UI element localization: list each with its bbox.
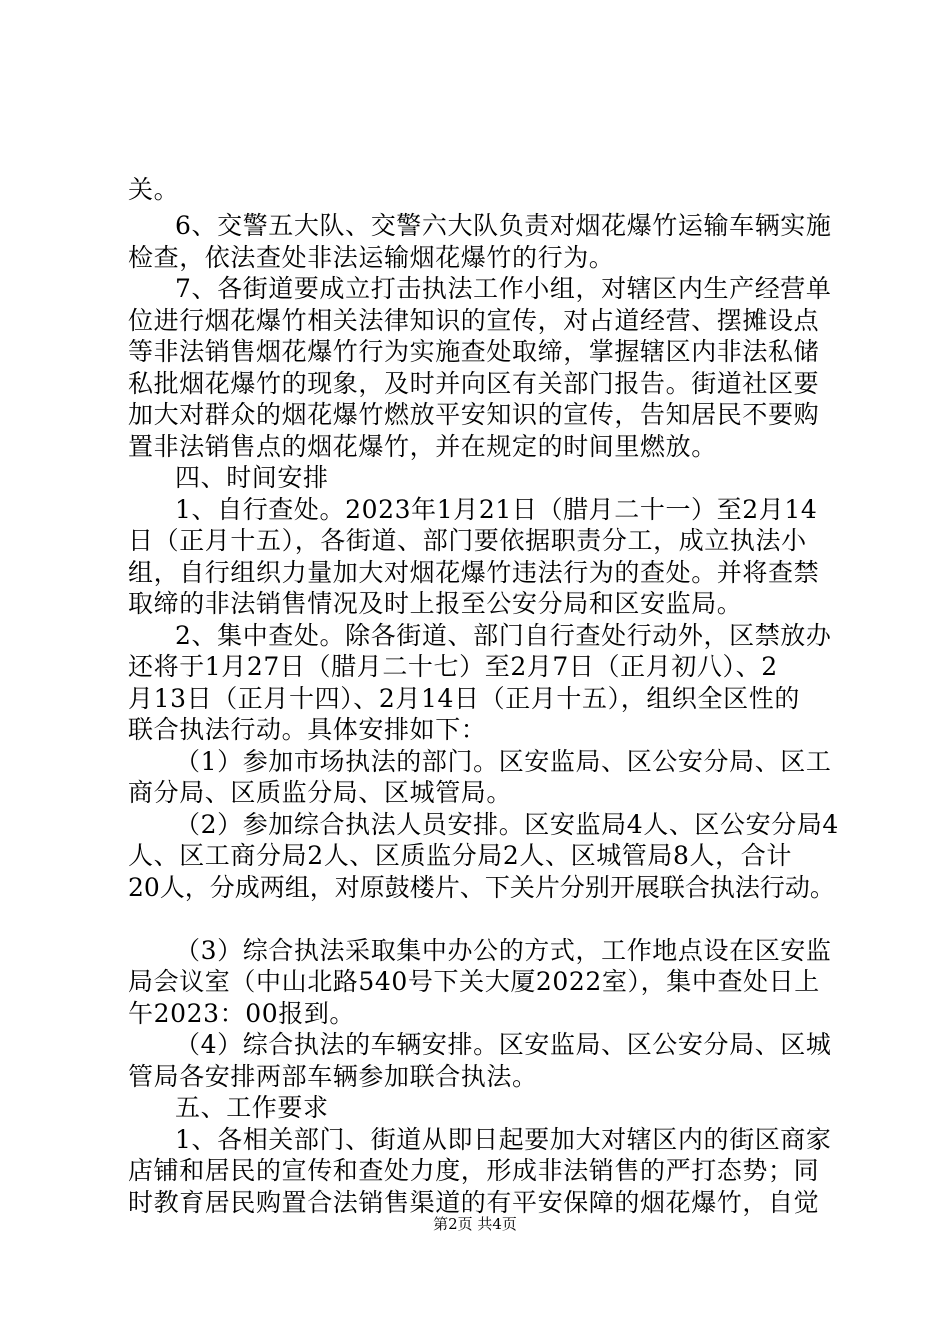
text-line-31: 店铺和居民的宣传和查处力度，形成非法销售的严打态势；同 bbox=[128, 1156, 820, 1185]
text-line-19: （1）参加市场执法的部门。区安监局、区公安分局、区工 bbox=[175, 747, 832, 776]
text-line-20: 商分局、区质监分局、区城管局。 bbox=[128, 778, 513, 807]
text-line-9: 置非法销售点的烟花爆竹，并在规定的时间里燃放。 bbox=[128, 432, 717, 461]
text-line-2: 6、交警五大队、交警六大队负责对烟花爆竹运输车辆实施 bbox=[175, 211, 832, 240]
text-line-30: 1、各相关部门、街道从即日起要加大对辖区内的街区商家 bbox=[175, 1125, 832, 1154]
text-line-16: 还将于1月27日（腊月二十七）至2月7日（正月初八）、2 bbox=[128, 652, 778, 681]
text-line-23: 20人，分成两组，对原鼓楼片、下关片分别开展联合执法行动。 bbox=[128, 873, 835, 902]
text-line-17: 月13日（正月十四）、2月14日（正月十五），组织全区性的 bbox=[128, 684, 800, 713]
text-line-13: 组，自行组织力量加大对烟花爆竹违法行为的查处。并将查禁 bbox=[128, 558, 820, 587]
text-line-22: 人、区工商分局2人、区质监分局2人、区城管局8人，合计 bbox=[128, 841, 792, 870]
section-heading-4: 四、时间安排 bbox=[175, 463, 329, 492]
text-line-26: 午2023：00报到。 bbox=[128, 999, 356, 1028]
text-line-7: 私批烟花爆竹的现象，及时并向区有关部门报告。街道社区要 bbox=[128, 369, 820, 398]
text-line-6: 等非法销售烟花爆竹行为实施查处取缔，掌握辖区内非法私储 bbox=[128, 337, 820, 366]
text-line-24: （3）综合执法采取集中办公的方式，工作地点设在区安监 bbox=[175, 936, 832, 965]
page-footer: 第2页 共4页 bbox=[433, 1215, 517, 1233]
text-line-28: 管局各安排两部车辆参加联合执法。 bbox=[128, 1062, 538, 1091]
text-line-12: 日（正月十五），各街道、部门要依据职责分工，成立执法小 bbox=[128, 526, 807, 555]
text-line-14: 取缔的非法销售情况及时上报至公安分局和区安监局。 bbox=[128, 589, 743, 618]
text-line-18: 联合执法行动。具体安排如下： bbox=[128, 715, 487, 744]
text-line-4: 7、各街道要成立打击执法工作小组，对辖区内生产经营单 bbox=[175, 274, 832, 303]
text-line-5: 位进行烟花爆竹相关法律知识的宣传，对占道经营、摆摊设点 bbox=[128, 306, 820, 335]
text-line-15: 2、集中查处。除各街道、部门自行查处行动外，区禁放办 bbox=[175, 621, 832, 650]
text-line-27: （4）综合执法的车辆安排。区安监局、区公安分局、区城 bbox=[175, 1030, 832, 1059]
text-line-21: （2）参加综合执法人员安排。区安监局4人、区公安分局4 bbox=[175, 810, 839, 839]
section-heading-5: 五、工作要求 bbox=[175, 1093, 329, 1122]
text-line-11: 1、自行查处。2023年1月21日（腊月二十一）至2月14 bbox=[175, 495, 818, 524]
text-line-8: 加大对群众的烟花爆竹燃放平安知识的宣传，告知居民不要购 bbox=[128, 400, 820, 429]
text-line-3: 检查，依法查处非法运输烟花爆竹的行为。 bbox=[128, 243, 615, 272]
text-line-1: 关。 bbox=[128, 175, 180, 204]
text-line-25: 局会议室（中山北路540号下关大厦2022室），集中查处日上 bbox=[128, 967, 820, 996]
text-line-32: 时教育居民购置合法销售渠道的有平安保障的烟花爆竹，自觉 bbox=[128, 1188, 820, 1217]
